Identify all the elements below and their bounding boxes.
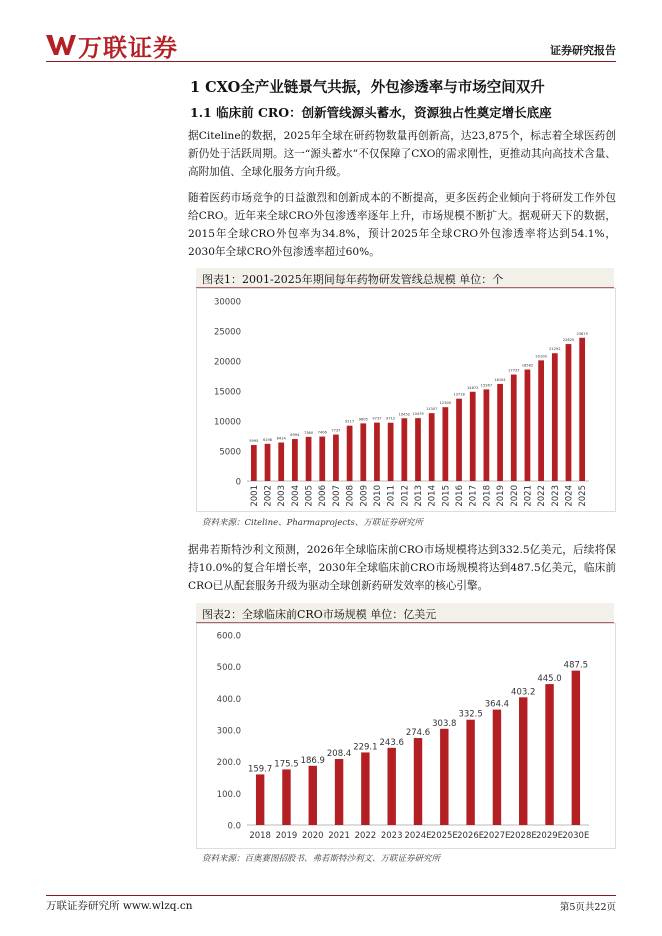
data-label: 10452 (398, 412, 411, 417)
x-tick-label: 2022 (537, 485, 548, 507)
x-tick-label: 2018 (249, 831, 271, 841)
bar (388, 423, 394, 481)
x-tick-label: 2005 (304, 485, 315, 507)
data-label: 332.5 (458, 709, 483, 720)
subsection-heading: 1.1 临床前 CRO：创新管线源头蓄水，资源独占性奠定增长底座 (190, 105, 552, 120)
x-tick-label: 2023 (550, 485, 561, 507)
brand-name: 万联证券 (78, 34, 178, 62)
x-tick-label: 2004 (290, 485, 301, 507)
x-tick-label: 2018 (482, 485, 493, 507)
x-tick-label: 2024E (404, 831, 432, 841)
x-tick-label: 2016 (455, 485, 466, 507)
y-tick-label: 500.0 (216, 663, 241, 674)
data-label: 6414 (276, 436, 286, 441)
y-tick-label: 25000 (213, 327, 241, 338)
bar (466, 720, 474, 825)
figure-1-source: 资料来源：Citeline、Pharmaprojects、万联证券研究所 (202, 518, 423, 528)
x-tick-label: 2007 (331, 485, 342, 507)
data-label: 186.9 (300, 755, 325, 766)
report-type: 证券研究报告 (550, 44, 616, 57)
bar (256, 774, 264, 825)
figure-1-title: 图表1：2001-2025年期间每年药物研发管线总规模 单位：个 (196, 268, 614, 288)
x-tick-label: 2024 (564, 485, 575, 507)
bar (572, 671, 580, 825)
x-tick-label: 2006 (318, 485, 329, 507)
x-tick-label: 2009 (359, 485, 370, 507)
data-label: 7737 (331, 428, 341, 433)
data-label: 445.0 (537, 674, 562, 685)
data-label: 18582 (521, 363, 534, 368)
data-label: 20109 (535, 354, 547, 359)
figure-1-chart (197, 289, 615, 511)
data-label: 6198 (262, 437, 273, 442)
x-tick-label: 2020 (301, 831, 324, 841)
x-tick-label: 2003 (277, 485, 288, 507)
bar (484, 389, 490, 481)
bar (456, 399, 462, 481)
data-label: 13718 (453, 392, 465, 397)
header-divider (46, 61, 616, 62)
x-tick-label: 2019 (275, 831, 298, 841)
x-tick-label: 2023 (380, 831, 403, 841)
x-tick-label: 2029E (536, 831, 564, 841)
bar (360, 423, 366, 481)
brand-logo-icon (46, 33, 76, 57)
figure-2-title: 图表2：全球临床前CRO市场规模 单位：亿美元 (196, 603, 614, 623)
bar (265, 444, 271, 481)
data-label: 15267 (480, 383, 493, 388)
x-tick-label: 2025 (578, 485, 589, 507)
paragraph-2: 随着医药市场竞争的日益激烈和创新成本的不断提高，更多医药企业倾向于将研发工作外包给CRO。近年来全球CRO外包渗透率逐年上升，市场规模不断扩大。据观研天下的数据，2015年全球CRO外包率为34.8%，预计2025年全球CRO外包渗透率将达到54.1%，2030年全球CRO外包渗透率超过60%。 (188, 192, 616, 258)
x-tick-label: 2014 (427, 485, 438, 507)
x-tick-label: 2028E (509, 831, 537, 841)
x-tick-label: 2025E (430, 831, 458, 841)
data-label: 243.6 (379, 737, 404, 748)
x-tick-label: 2012 (400, 485, 411, 507)
x-tick-label: 2020 (509, 485, 520, 507)
data-label: 10479 (412, 412, 424, 417)
data-label: 9217 (345, 419, 355, 424)
bar (319, 437, 325, 481)
y-tick-label: 10000 (213, 417, 241, 428)
bar (333, 435, 339, 481)
y-tick-label: 0 (235, 477, 241, 488)
data-label: 14872 (467, 385, 479, 390)
page-number: 第5页共22页 (559, 902, 616, 913)
bar (442, 407, 448, 481)
y-tick-label: 5000 (219, 447, 241, 458)
bar (292, 439, 298, 481)
bar (414, 738, 422, 825)
x-tick-label: 2010 (372, 485, 383, 507)
data-label: 7406 (317, 430, 327, 435)
x-tick-label: 2011 (386, 485, 397, 507)
bar (525, 370, 531, 481)
footer-divider (46, 895, 616, 896)
bar (415, 418, 421, 481)
data-label: 17737 (508, 368, 520, 373)
bar (361, 752, 369, 825)
bar (347, 426, 353, 481)
bar (511, 375, 517, 481)
x-tick-label: 2008 (345, 485, 356, 507)
x-tick-label: 2019 (496, 485, 507, 507)
x-tick-label: 2022 (354, 831, 377, 841)
bar (309, 766, 317, 825)
y-tick-label: 100.0 (216, 789, 241, 800)
bar (401, 418, 407, 481)
x-tick-label: 2013 (414, 485, 424, 507)
data-label: 7360 (303, 430, 314, 435)
y-tick-label: 400.0 (216, 694, 241, 705)
x-tick-label: 2001 (249, 485, 260, 507)
data-label: 6994 (290, 433, 300, 438)
bar (538, 360, 544, 481)
y-tick-label: 600.0 (216, 631, 241, 642)
bar (470, 392, 476, 481)
y-tick-label: 300.0 (216, 726, 241, 737)
paragraph-3: 据弗若斯特沙利文预测，2026年全球临床前CRO市场规模将达到332.5亿美元，后续将保持10.0%的复合年增长率，2030年全球临床前CRO市场规模将达到487.5亿美元，临床前CRO已从配套服务升级为驱动全球创新药研发效率的核心引擎。 (188, 544, 616, 592)
figure-1-frame (196, 288, 616, 512)
data-label: 364.4 (484, 699, 510, 710)
y-tick-label: 15000 (213, 387, 241, 398)
bar (566, 344, 572, 481)
bar (374, 423, 380, 481)
bar (519, 697, 527, 825)
x-tick-label: 2027E (483, 831, 511, 841)
y-tick-label: 200.0 (216, 758, 241, 769)
data-label: 9605 (358, 417, 368, 422)
x-tick-label: 2017 (468, 485, 479, 507)
data-label: 487.5 (563, 660, 589, 671)
data-label: 9712 (386, 416, 396, 421)
bar (429, 413, 435, 481)
data-label: 303.8 (432, 718, 457, 729)
x-tick-label: 2030E (562, 831, 590, 841)
footer-left: 万联证券研究所 www.wlzq.cn (46, 900, 193, 912)
data-label: 159.7 (247, 764, 273, 775)
x-tick-label: 2026E (457, 831, 485, 841)
bar (493, 710, 501, 825)
bar (282, 769, 290, 825)
data-label: 175.5 (274, 759, 299, 770)
bar (552, 353, 558, 481)
y-tick-label: 0.0 (227, 821, 241, 832)
bar (440, 729, 448, 825)
data-label: 16181 (494, 377, 506, 382)
x-tick-label: 2015 (441, 485, 452, 507)
x-tick-label: 2021 (523, 485, 534, 507)
data-label: 9737 (372, 416, 382, 421)
data-label: 5995 (249, 439, 259, 444)
x-tick-label: 2021 (328, 831, 350, 841)
bar (278, 443, 284, 481)
bar (387, 748, 395, 825)
x-tick-label: 2002 (263, 485, 274, 507)
data-label: 22825 (562, 338, 575, 343)
bar (306, 437, 312, 481)
bar (335, 759, 343, 825)
data-label: 11307 (425, 407, 438, 412)
figure-2-frame (196, 623, 616, 849)
data-label: 208.4 (326, 749, 352, 760)
y-tick-label: 30000 (213, 297, 241, 308)
data-label: 12300 (439, 401, 452, 406)
bar (497, 384, 503, 481)
figure-2-source: 资料来源：百奥赛图招股书、弗若斯特沙利文、万联证券研究所 (202, 854, 441, 864)
data-label: 229.1 (353, 742, 378, 753)
paragraph-1: 据Citeline的数据，2025年全球在研药物数量再创新高，达23,875个，标志着全球医药创新仍处于活跃周期。这一“源头蓄水”不仅保障了CXO的需求刚性，更推动其向高技术含量、高附加值、全球化服务方向升级。 (188, 130, 616, 178)
figure-2-chart (197, 624, 615, 848)
section-heading: 1 CXO全产业链景气共振，外包渗透率与市场空间双升 (190, 79, 545, 96)
bar (251, 445, 257, 481)
data-label: 274.6 (405, 728, 431, 739)
data-label: 21292 (549, 347, 561, 352)
bar (545, 684, 553, 825)
y-tick-label: 20000 (213, 357, 241, 368)
bar (579, 338, 585, 481)
data-label: 23875 (576, 331, 588, 336)
data-label: 403.2 (511, 687, 536, 698)
